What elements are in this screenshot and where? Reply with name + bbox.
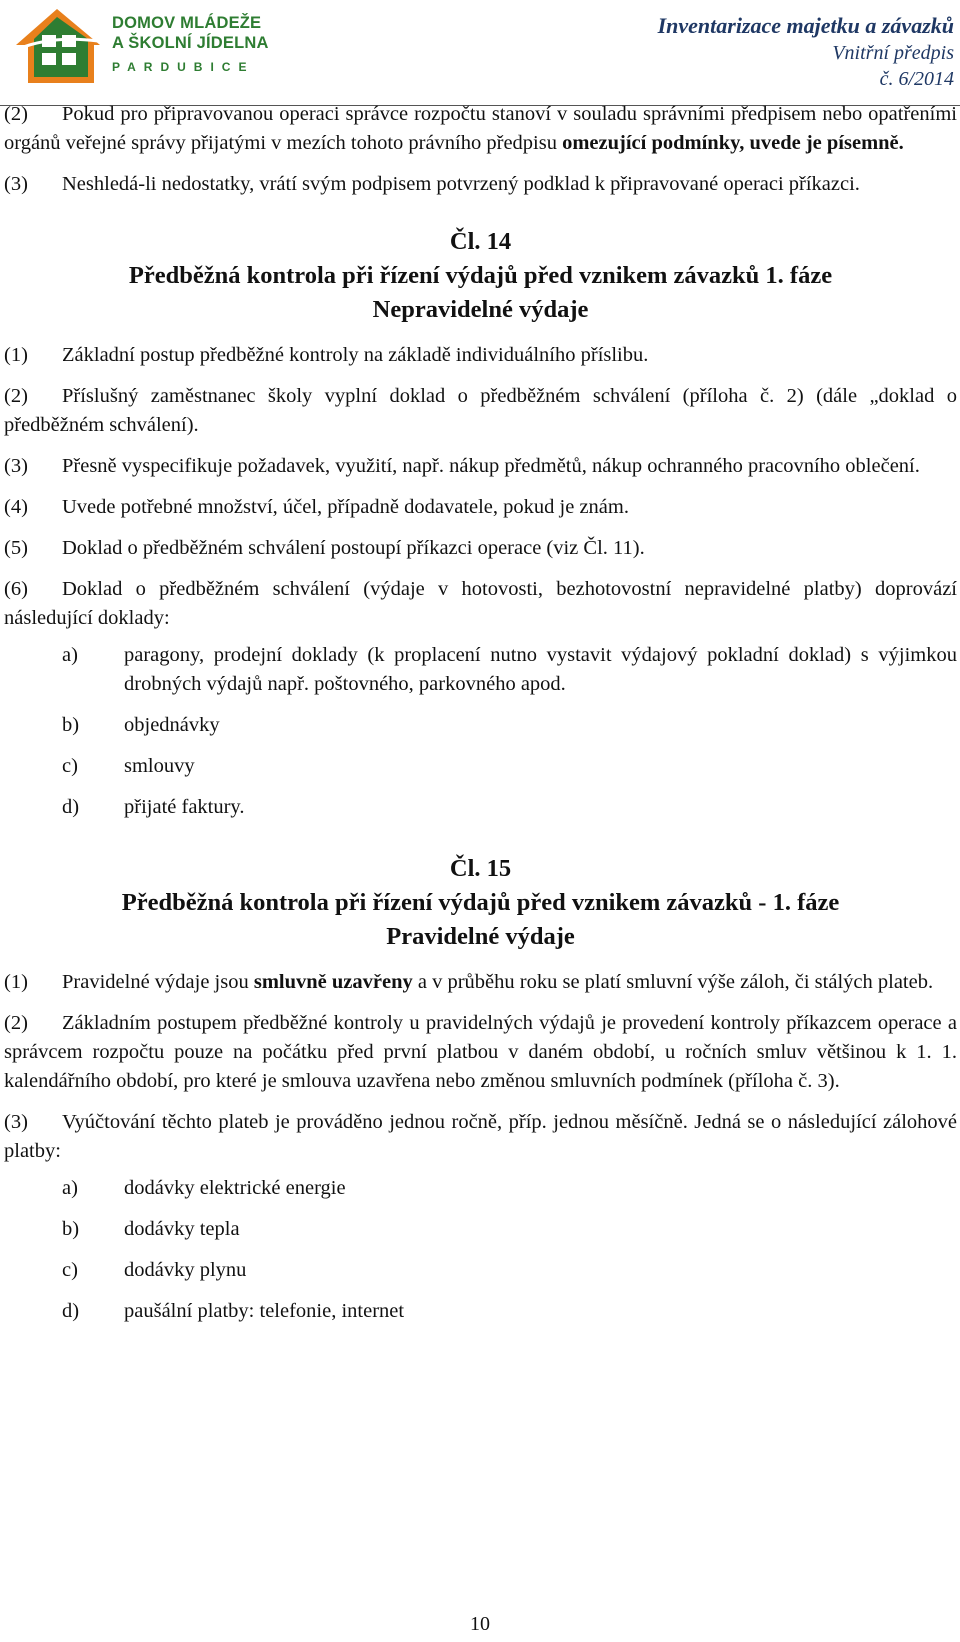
paragraph	[4, 1009, 957, 1096]
list-item-label: a)	[62, 644, 78, 666]
paragraph-text: Pokud pro připravovanou operaci správce rozpočtu stanoví v souladu správními předpisem nebo opatřeními orgánů veřejné správy přijatými v mezích tohoto právního předpisu	[4, 103, 957, 154]
paragraph-number: (2)	[4, 103, 28, 125]
list-item-text: paušální platby: telefonie, internet	[124, 1300, 405, 1322]
paragraph-number: (4)	[4, 496, 28, 518]
paragraph-number: (2)	[4, 1012, 28, 1034]
paragraph-text: Základní postup předběžné kontroly na základě individuálního příslibu.	[62, 344, 649, 366]
header-title: Inventarizace majetku a závazků	[657, 13, 954, 38]
document-list	[4, 1174, 957, 1326]
paragraph-text: Doklad o předběžném schválení postoupí příkazci operace (viz Čl. 11).	[62, 537, 645, 559]
paragraph-bold-text: smluvně uzavřeny	[253, 971, 413, 993]
paragraph-number: (2)	[4, 385, 28, 407]
list-item-label: b)	[62, 1218, 80, 1240]
list-item	[4, 1174, 957, 1203]
paragraph-number: (1)	[4, 971, 28, 993]
paragraph-text: Uvede potřebné množství, účel, případně dodavatele, pokud je znám.	[62, 496, 629, 518]
document-body	[4, 100, 957, 1338]
paragraph-number: (3)	[4, 455, 28, 477]
paragraph	[4, 170, 957, 199]
header-number: č. 6/2014	[879, 68, 954, 90]
paragraph-text: Základním postupem předběžné kontroly u pravidelných výdajů je provedení kontroly příkazcem operace a správcem rozpočtu pouze na počátku před první platbou v daném období, u ročních smluv většinou k 1. 1. kalendářního období, pro které je smlouva uzavřena nebo změnou smluvních podmínek (příloha č. 3).	[4, 1012, 957, 1092]
paragraph	[4, 100, 957, 158]
paragraph-text: Doklad o předběžném schválení (výdaje v hotovosti, bezhotovostní nepravidelné platby) doprovází následující doklady:	[4, 578, 957, 629]
list-item	[4, 1215, 957, 1244]
paragraph-text: Pravidelné výdaje jsou	[62, 971, 254, 993]
list-item-text: dodávky plynu	[124, 1259, 247, 1281]
article-number: Čl. 14	[449, 228, 512, 255]
list-item	[4, 1297, 957, 1326]
list-item-label: a)	[62, 1177, 78, 1199]
list-item	[4, 1256, 957, 1285]
paragraph	[4, 341, 957, 370]
paragraph	[4, 968, 957, 997]
logo-line2: A ŠKOLNÍ JÍDELNA	[112, 34, 269, 52]
article-title: Předběžná kontrola při řízení výdajů před vznikem závazků 1. fáze	[128, 262, 833, 289]
list-item-text: přijaté faktury.	[124, 796, 245, 818]
document-list	[4, 641, 957, 822]
list-item-label: b)	[62, 714, 80, 736]
paragraph-number: (6)	[4, 578, 28, 600]
logo	[12, 5, 269, 89]
paragraph-number: (1)	[4, 344, 28, 366]
article-subtitle: Nepravidelné výdaje	[372, 296, 589, 323]
paragraph-text: Neshledá-li nedostatky, vrátí svým podpisem potvrzený podklad k připravované operaci příkazci.	[62, 173, 860, 195]
list-item-text: dodávky elektrické energie	[124, 1177, 346, 1199]
header-info	[658, 12, 954, 92]
page-header	[0, 0, 960, 106]
paragraph-bold-text: omezující podmínky, uvede je písemně.	[562, 132, 904, 154]
header-subtitle: Vnitřní předpis	[832, 42, 954, 64]
list-item-label: d)	[62, 796, 80, 818]
article-title: Předběžná kontrola při řízení výdajů před vznikem závazků - 1. fáze	[121, 889, 840, 916]
paragraph	[4, 452, 957, 481]
paragraph-text: a v průběhu roku se platí smluvní výše záloh, či stálých plateb.	[412, 971, 934, 993]
list-item	[4, 641, 957, 699]
article-subtitle: Pravidelné výdaje	[386, 923, 575, 950]
page-number: 10	[470, 1613, 490, 1635]
logo-line1: DOMOV MLÁDEŽE	[112, 14, 262, 32]
list-item-text: paragony, prodejní doklady (k proplacení nutno vystavit výdajový pokladní doklad) s výjimkou drobných výdajů např. poštovného, parkovného apod.	[124, 644, 957, 695]
article-heading	[4, 225, 957, 327]
list-item-text: objednávky	[124, 714, 220, 736]
paragraph-text: Přesně vyspecifikuje požadavek, využití, např. nákup předmětů, nákup ochranného pracovního oblečení.	[62, 455, 920, 477]
list-item	[4, 711, 957, 740]
list-item-label: c)	[62, 1259, 78, 1281]
paragraph-number: (3)	[4, 1111, 28, 1133]
list-item-text: smlouvy	[124, 755, 195, 777]
list-item-label: d)	[62, 1300, 80, 1322]
paragraph-text: Příslušný zaměstnanec školy vyplní doklad o předběžném schválení (příloha č. 2) (dále „doklad o předběžném schválení).	[4, 385, 957, 436]
list-item-label: c)	[62, 755, 78, 777]
logo-line3: PARDUBICE	[112, 60, 255, 74]
paragraph	[4, 382, 957, 440]
list-item	[4, 752, 957, 781]
article-number: Čl. 15	[449, 855, 512, 882]
house-icon	[12, 5, 102, 85]
list-item	[4, 793, 957, 822]
article-heading	[4, 852, 957, 954]
paragraph-text: Vyúčtování těchto plateb je prováděno jednou ročně, příp. jednou měsíčně. Jedná se o následující zálohové platby:	[4, 1111, 957, 1162]
paragraph	[4, 1108, 957, 1166]
paragraph-number: (5)	[4, 537, 28, 559]
paragraph	[4, 575, 957, 633]
logo-text	[112, 13, 269, 74]
paragraph	[4, 493, 957, 522]
paragraph-number: (3)	[4, 173, 28, 195]
list-item-text: dodávky tepla	[124, 1218, 240, 1240]
paragraph	[4, 534, 957, 563]
